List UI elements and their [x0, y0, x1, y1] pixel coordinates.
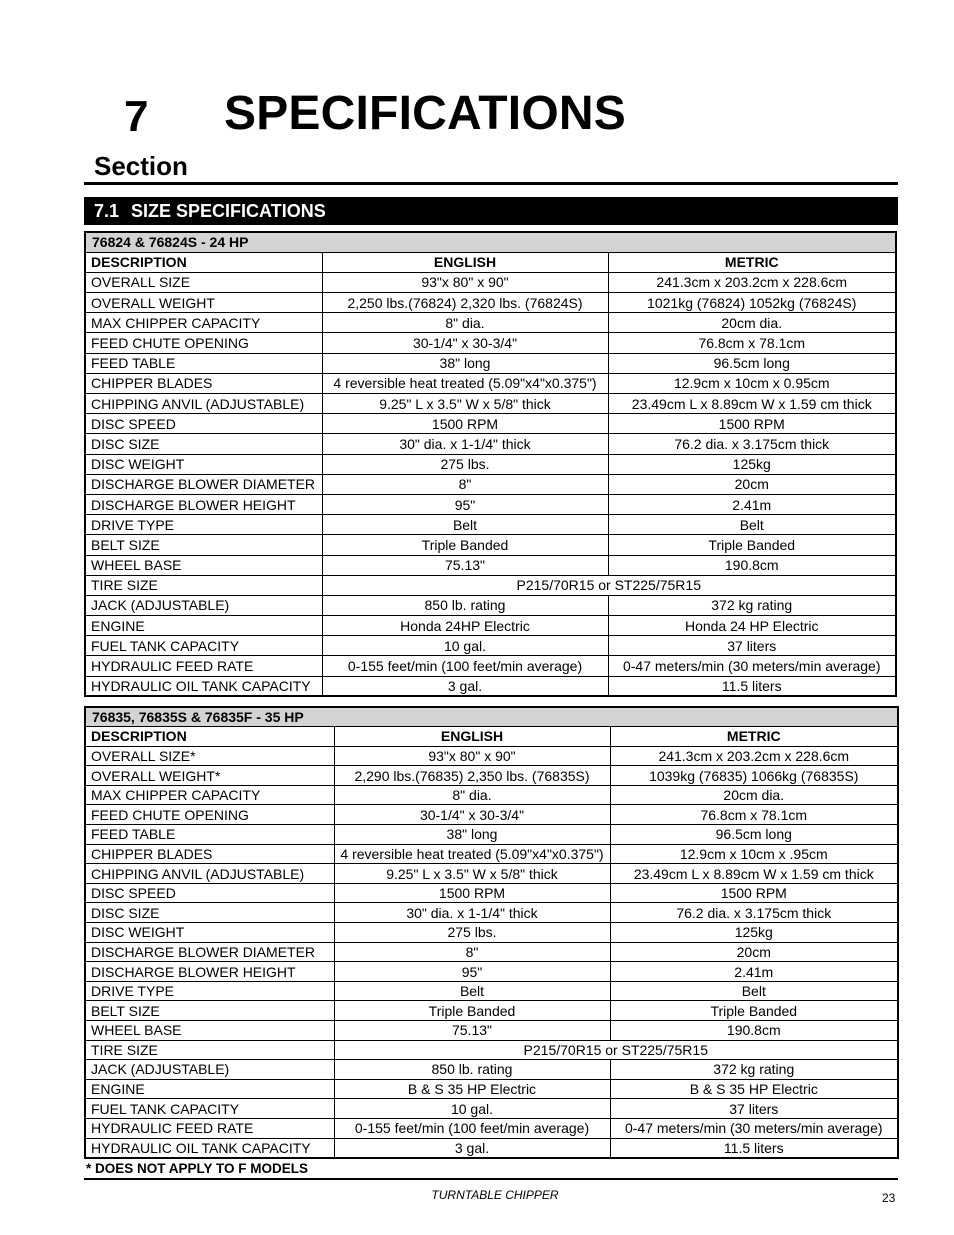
- spec-description: DISCHARGE BLOWER HEIGHT: [85, 962, 334, 982]
- spec-metric: 190.8cm: [610, 1021, 898, 1041]
- spec-description: DISCHARGE BLOWER HEIGHT: [85, 494, 322, 514]
- spec-metric: 37 liters: [610, 1099, 898, 1119]
- spec-description: ENGINE: [85, 1079, 334, 1099]
- table-row: [85, 293, 896, 313]
- table-row: [85, 636, 896, 656]
- spec-value: P215/70R15 or ST225/75R15: [322, 575, 896, 595]
- column-header-row: [85, 252, 896, 272]
- table-row: [85, 333, 896, 353]
- spec-english: 8": [334, 942, 610, 962]
- spec-metric: 190.8cm: [608, 555, 896, 575]
- section-title: SPECIFICATIONS: [224, 87, 626, 140]
- table-row: [85, 373, 896, 393]
- spec-english: 0-155 feet/min (100 feet/min average): [322, 656, 608, 676]
- footer-title: TURNTABLE CHIPPER: [431, 1188, 559, 1202]
- spec-metric: 372 kg rating: [608, 595, 896, 615]
- spec-metric: 20cm dia.: [608, 313, 896, 333]
- spec-description: BELT SIZE: [85, 1001, 334, 1021]
- table-row: [85, 766, 898, 786]
- table-row: [85, 595, 896, 615]
- spec-english: 95": [334, 962, 610, 982]
- table-title: 76824 & 76824S - 24 HP: [85, 232, 896, 252]
- spec-description: DISC SIZE: [85, 434, 322, 454]
- spec-metric: 0-47 meters/min (30 meters/min average): [608, 656, 896, 676]
- table-row: [85, 883, 898, 903]
- table-row: [85, 1060, 898, 1080]
- spec-english: 10 gal.: [322, 636, 608, 656]
- table-row: [85, 746, 898, 766]
- table-title-row: [85, 232, 896, 252]
- spec-metric: 241.3cm x 203.2cm x 228.6cm: [610, 746, 898, 766]
- spec-english: 4 reversible heat treated (5.09"x4"x0.375"): [334, 844, 610, 864]
- spec-metric: 125kg: [608, 454, 896, 474]
- spec-metric: 241.3cm x 203.2cm x 228.6cm: [608, 272, 896, 292]
- spec-description: TIRE SIZE: [85, 1040, 334, 1060]
- spec-metric: 76.2 dia. x 3.175cm thick: [610, 903, 898, 923]
- spec-english: 9.25" L x 3.5" W x 5/8" thick: [322, 394, 608, 414]
- table-row: [85, 555, 896, 575]
- spec-metric: Belt: [610, 981, 898, 1001]
- spec-english: 8": [322, 474, 608, 494]
- spec-english: Triple Banded: [322, 535, 608, 555]
- table-row: [85, 1040, 898, 1060]
- table-row: [85, 1079, 898, 1099]
- spec-metric: 1500 RPM: [608, 414, 896, 434]
- spec-english: B & S 35 HP Electric: [334, 1079, 610, 1099]
- spec-english: 30" dia. x 1-1/4" thick: [322, 434, 608, 454]
- spec-metric: 2.41m: [608, 494, 896, 514]
- table-row: [85, 1138, 898, 1158]
- spec-description: HYDRAULIC OIL TANK CAPACITY: [85, 676, 322, 696]
- spec-metric: 1039kg (76835) 1066kg (76835S): [610, 766, 898, 786]
- spec-english: 10 gal.: [334, 1099, 610, 1119]
- spec-description: JACK (ADJUSTABLE): [85, 595, 322, 615]
- table-row: [85, 864, 898, 884]
- spec-english: 93"x 80" x 90": [322, 272, 608, 292]
- spec-description: HYDRAULIC FEED RATE: [85, 656, 322, 676]
- spec-metric: 1500 RPM: [610, 883, 898, 903]
- table-row: [85, 272, 896, 292]
- section-rule: [84, 182, 898, 185]
- spec-english: 3 gal.: [322, 676, 608, 696]
- section-label: Section: [94, 151, 188, 181]
- spec-english: 2,250 lbs.(76824) 2,320 lbs. (76824S): [322, 293, 608, 313]
- spec-english: Honda 24HP Electric: [322, 616, 608, 636]
- spec-metric: 0-47 meters/min (30 meters/min average): [610, 1118, 898, 1138]
- spec-description: MAX CHIPPER CAPACITY: [85, 313, 322, 333]
- spec-description: FEED CHUTE OPENING: [85, 805, 334, 825]
- spec-metric: 20cm: [610, 942, 898, 962]
- table-row: [85, 353, 896, 373]
- spec-description: CHIPPING ANVIL (ADJUSTABLE): [85, 864, 334, 884]
- table-row: [85, 1021, 898, 1041]
- spec-metric: 76.8cm x 78.1cm: [610, 805, 898, 825]
- table-row: [85, 454, 896, 474]
- footer-rule: [84, 1178, 898, 1180]
- subsection-heading: [84, 197, 898, 225]
- spec-description: OVERALL SIZE: [85, 272, 322, 292]
- table-row: [85, 394, 896, 414]
- column-header: DESCRIPTION: [85, 727, 334, 747]
- spec-description: CHIPPING ANVIL (ADJUSTABLE): [85, 394, 322, 414]
- spec-english: 38" long: [334, 825, 610, 845]
- section-number: 7: [124, 92, 149, 141]
- table-row: [85, 616, 896, 636]
- spec-description: JACK (ADJUSTABLE): [85, 1060, 334, 1080]
- spec-metric: 96.5cm long: [610, 825, 898, 845]
- spec-metric: Triple Banded: [608, 535, 896, 555]
- column-header-row: [85, 727, 898, 747]
- spec-description: WHEEL BASE: [85, 555, 322, 575]
- spec-english: 8" dia.: [334, 785, 610, 805]
- table-row: [85, 494, 896, 514]
- table-row: [85, 1001, 898, 1021]
- spec-english: 30-1/4" x 30-3/4": [322, 333, 608, 353]
- spec-english: 3 gal.: [334, 1138, 610, 1158]
- spec-english: 93"x 80" x 90": [334, 746, 610, 766]
- spec-metric: 76.2 dia. x 3.175cm thick: [608, 434, 896, 454]
- spec-value: P215/70R15 or ST225/75R15: [334, 1040, 898, 1060]
- spec-description: DISC SPEED: [85, 883, 334, 903]
- table-row: [85, 785, 898, 805]
- column-header: ENGLISH: [322, 252, 608, 272]
- column-header: METRIC: [608, 252, 896, 272]
- spec-metric: 23.49cm L x 8.89cm W x 1.59 cm thick: [610, 864, 898, 884]
- spec-description: OVERALL SIZE*: [85, 746, 334, 766]
- table-row: [85, 575, 896, 595]
- spec-description: FEED CHUTE OPENING: [85, 333, 322, 353]
- spec-description: DISC WEIGHT: [85, 454, 322, 474]
- table-row: [85, 414, 896, 434]
- spec-description: BELT SIZE: [85, 535, 322, 555]
- table-row: [85, 805, 898, 825]
- spec-english: 9.25" L x 3.5" W x 5/8" thick: [334, 864, 610, 884]
- spec-english: 30" dia. x 1-1/4" thick: [334, 903, 610, 923]
- spec-english: 850 lb. rating: [334, 1060, 610, 1080]
- subsection-number: 7.1: [94, 201, 120, 221]
- spec-metric: Triple Banded: [610, 1001, 898, 1021]
- spec-description: DRIVE TYPE: [85, 515, 322, 535]
- spec-english: 30-1/4" x 30-3/4": [334, 805, 610, 825]
- spec-metric: 2.41m: [610, 962, 898, 982]
- spec-description: DISC SPEED: [85, 414, 322, 434]
- spec-description: FUEL TANK CAPACITY: [85, 636, 322, 656]
- spec-english: 38" long: [322, 353, 608, 373]
- spec-english: 850 lb. rating: [322, 595, 608, 615]
- table-row: [85, 962, 898, 982]
- spec-description: HYDRAULIC FEED RATE: [85, 1118, 334, 1138]
- table-row: [85, 1099, 898, 1119]
- spec-metric: Belt: [608, 515, 896, 535]
- spec-description: FEED TABLE: [85, 825, 334, 845]
- spec-english: 75.13": [334, 1021, 610, 1041]
- spec-description: CHIPPER BLADES: [85, 844, 334, 864]
- table-row: [85, 981, 898, 1001]
- spec-english: 275 lbs.: [334, 923, 610, 943]
- spec-metric: 12.9cm x 10cm x 0.95cm: [608, 373, 896, 393]
- spec-metric: 76.8cm x 78.1cm: [608, 333, 896, 353]
- column-header: DESCRIPTION: [85, 252, 322, 272]
- table-row: [85, 474, 896, 494]
- spec-english: 2,290 lbs.(76835) 2,350 lbs. (76835S): [334, 766, 610, 786]
- subsection-title: SIZE SPECIFICATIONS: [131, 201, 326, 221]
- table-row: [85, 676, 896, 696]
- table-row: [85, 434, 896, 454]
- spec-description: DISC WEIGHT: [85, 923, 334, 943]
- spec-english: 275 lbs.: [322, 454, 608, 474]
- spec-metric: 1021kg (76824) 1052kg (76824S): [608, 293, 896, 313]
- table-row: [85, 515, 896, 535]
- spec-english: 8" dia.: [322, 313, 608, 333]
- spec-metric: 20cm: [608, 474, 896, 494]
- table-title-row: [85, 707, 898, 727]
- spec-description: FUEL TANK CAPACITY: [85, 1099, 334, 1119]
- spec-english: 1500 RPM: [334, 883, 610, 903]
- table-row: [85, 313, 896, 333]
- spec-english: 0-155 feet/min (100 feet/min average): [334, 1118, 610, 1138]
- spec-english: Triple Banded: [334, 1001, 610, 1021]
- spec-description: MAX CHIPPER CAPACITY: [85, 785, 334, 805]
- spec-description: ENGINE: [85, 616, 322, 636]
- spec-table-35hp: [84, 706, 899, 1159]
- spec-english: 4 reversible heat treated (5.09"x4"x0.375"): [322, 373, 608, 393]
- spec-description: DRIVE TYPE: [85, 981, 334, 1001]
- spec-description: HYDRAULIC OIL TANK CAPACITY: [85, 1138, 334, 1158]
- spec-description: OVERALL WEIGHT*: [85, 766, 334, 786]
- table-row: [85, 923, 898, 943]
- table-row: [85, 535, 896, 555]
- column-header: ENGLISH: [334, 727, 610, 747]
- table-row: [85, 1118, 898, 1138]
- table-row: [85, 825, 898, 845]
- spec-metric: 37 liters: [608, 636, 896, 656]
- spec-description: FEED TABLE: [85, 353, 322, 373]
- spec-description: DISC SIZE: [85, 903, 334, 923]
- page-number: 23: [882, 1191, 896, 1205]
- spec-table-24hp: [84, 231, 897, 697]
- table-row: [85, 942, 898, 962]
- spec-english: Belt: [334, 981, 610, 1001]
- table-title: 76835, 76835S & 76835F - 35 HP: [85, 707, 898, 727]
- spec-description: DISCHARGE BLOWER DIAMETER: [85, 474, 322, 494]
- spec-description: CHIPPER BLADES: [85, 373, 322, 393]
- spec-english: 1500 RPM: [322, 414, 608, 434]
- table-row: [85, 844, 898, 864]
- spec-metric: 125kg: [610, 923, 898, 943]
- spec-metric: 12.9cm x 10cm x .95cm: [610, 844, 898, 864]
- spec-metric: B & S 35 HP Electric: [610, 1079, 898, 1099]
- spec-metric: 23.49cm L x 8.89cm W x 1.59 cm thick: [608, 394, 896, 414]
- spec-description: TIRE SIZE: [85, 575, 322, 595]
- spec-description: WHEEL BASE: [85, 1021, 334, 1041]
- spec-english: Belt: [322, 515, 608, 535]
- spec-metric: 20cm dia.: [610, 785, 898, 805]
- column-header: METRIC: [610, 727, 898, 747]
- table-row: [85, 656, 896, 676]
- spec-metric: 96.5cm long: [608, 353, 896, 373]
- spec-description: OVERALL WEIGHT: [85, 293, 322, 313]
- spec-metric: 11.5 liters: [608, 676, 896, 696]
- table-row: [85, 903, 898, 923]
- footnote: * DOES NOT APPLY TO F MODELS: [86, 1161, 309, 1176]
- spec-metric: 372 kg rating: [610, 1060, 898, 1080]
- spec-metric: 11.5 liters: [610, 1138, 898, 1158]
- spec-english: 75.13": [322, 555, 608, 575]
- spec-english: 95": [322, 494, 608, 514]
- spec-description: DISCHARGE BLOWER DIAMETER: [85, 942, 334, 962]
- spec-metric: Honda 24 HP Electric: [608, 616, 896, 636]
